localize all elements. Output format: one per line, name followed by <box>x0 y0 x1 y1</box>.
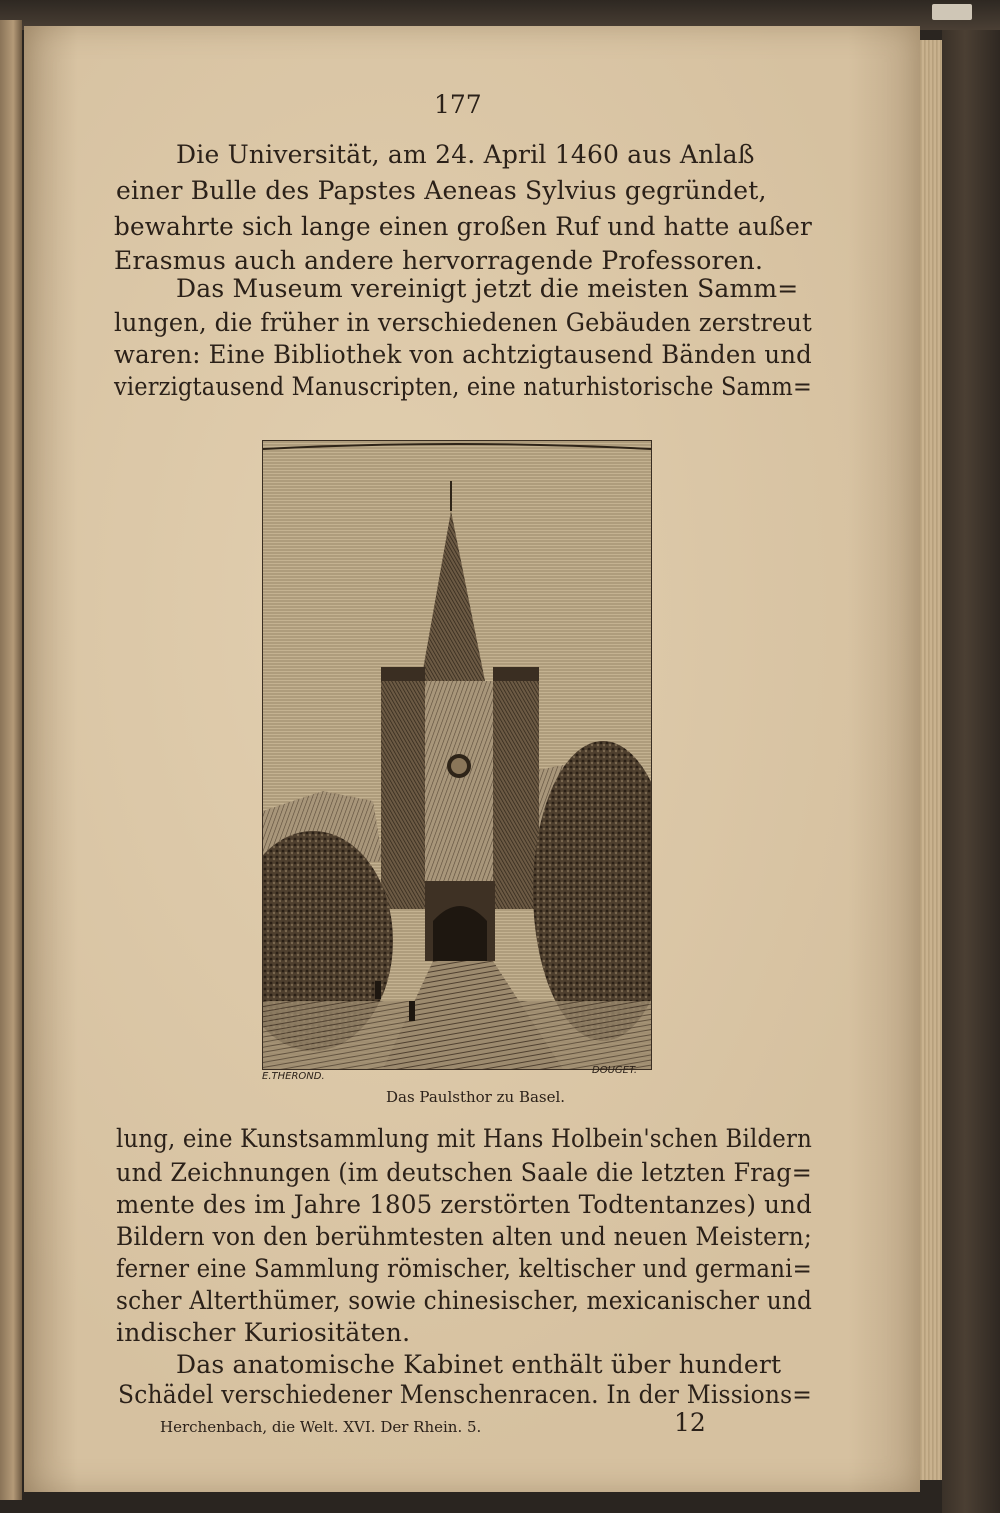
text-line: Schädel verschiedener Menschenracen. In der Missions= <box>118 1380 813 1409</box>
text-line: indischer Kuriositäten. <box>116 1318 411 1347</box>
text-line: Das anatomische Kabinet enthält über hundert <box>176 1350 782 1379</box>
text-line: Das Museum vereinigt jetzt die meisten Samm= <box>176 274 799 303</box>
text-line: Erasmus auch andere hervorragende Professoren. <box>114 246 764 275</box>
text-line: einer Bulle des Papstes Aeneas Sylvius gegründet, <box>116 176 767 205</box>
text-line: mente des im Jahre 1805 zerstörten Todtentanzes) und <box>116 1190 813 1219</box>
facing-page-edge <box>0 20 22 1500</box>
text-line: und Zeichnungen (im deutschen Saale die letzten Frag= <box>116 1158 812 1187</box>
engraver-signature-left: E.THEROND. <box>262 1071 325 1082</box>
text-line: lungen, die früher in verschiedenen Gebäuden zerstreut <box>114 308 812 337</box>
page-edges <box>918 40 942 1480</box>
text-line: Bildern von den berühmtesten alten und neuen Meistern; <box>116 1222 813 1251</box>
figure-caption: Das Paulsthor zu Basel. <box>386 1088 566 1106</box>
text-line: ferner eine Sammlung römischer, keltischer und germani= <box>116 1254 812 1283</box>
page-number: 177 <box>434 90 482 119</box>
text-line: waren: Eine Bibliothek von achtzigtausend Bänden und <box>114 340 812 369</box>
text-line: scher Alterthümer, sowie chinesischer, mexicanischer und <box>116 1286 813 1315</box>
engraver-signature-right: DOUGET. <box>592 1065 638 1076</box>
text-line: lung, eine Kunstsammlung mit Hans Holbein'schen Bildern <box>116 1124 812 1153</box>
text-line: vierzigtausend Manuscripten, eine naturhistorische Samm= <box>114 372 813 401</box>
engraving-illustration <box>262 440 652 1070</box>
text-line: bewahrte sich lange einen großen Ruf und hatte außer <box>114 212 812 241</box>
sheet-number: 12 <box>674 1408 706 1437</box>
cover-label-spot <box>932 4 972 20</box>
book-cover-right <box>942 30 1000 1513</box>
footer-signature: Herchenbach, die Welt. XVI. Der Rhein. 5. <box>160 1418 482 1436</box>
text-line: Die Universität, am 24. April 1460 aus Anlaß <box>176 140 755 169</box>
paulsthor-engraving <box>263 441 651 1069</box>
